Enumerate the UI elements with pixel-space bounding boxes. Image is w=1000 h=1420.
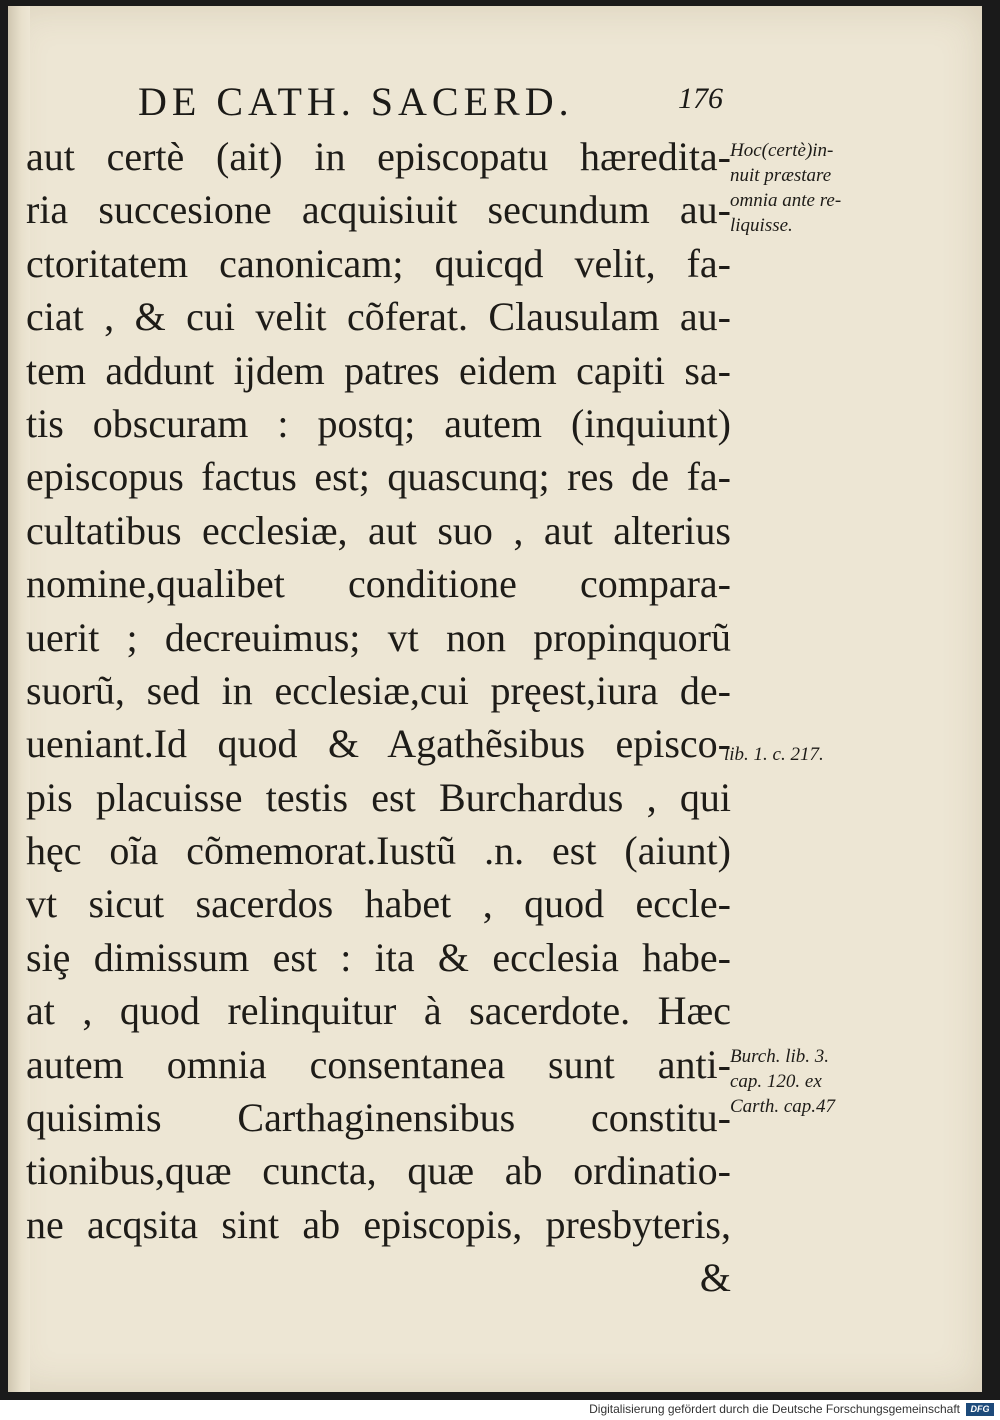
dfg-logo: DFG <box>966 1403 994 1416</box>
text-line: suorũ, sed in ecclesiæ,cui pręest,iura de- <box>26 667 731 713</box>
text-line: ciat , & cui velit cõferat. Clausulam au- <box>26 294 731 340</box>
margin-note-line: liquisse. <box>730 215 793 236</box>
margin-note-line: nuit præstare <box>730 165 832 186</box>
margin-note-line: lib. 1. c. 217. <box>724 744 824 765</box>
margin-note-line: Hoc(certè)in- <box>730 140 834 161</box>
text-line: ria succesione acquisiuit secundum au- <box>26 187 731 233</box>
text-line: siȩ dimissum est : ita & ecclesia habe- <box>26 934 731 980</box>
text-line: nomine,qualibet conditione compara- <box>26 561 731 607</box>
margin-note <box>730 138 841 238</box>
text-line: cultatibus ecclesiæ, aut suo , aut alterius <box>26 507 731 553</box>
text-line: pis placuisse testis est Burchardus , qui <box>26 774 731 820</box>
footer <box>0 1400 1000 1420</box>
margin-note <box>730 1044 835 1119</box>
text-line: tem addunt ijdem patres eidem capiti sa- <box>26 347 731 393</box>
text-line: vt sicut sacerdos habet , quod eccle- <box>26 881 731 927</box>
body-text <box>26 130 731 1305</box>
text-line: ne acqsita sint ab episcopis, presbyteris, <box>26 1201 731 1247</box>
funding-credit: Digitalisierung gefördert durch die Deutsche Forschungsgemeinschaft <box>589 1402 960 1416</box>
text-line: uerit ; decreuimus; vt non propinquorũ <box>26 614 731 660</box>
page-header <box>138 78 738 128</box>
text-line: tis obscuram : postq; autem (inquiunt) <box>26 400 731 446</box>
margin-note-line: Burch. lib. 3. <box>730 1046 830 1067</box>
margin-note-line: Carth. cap.47 <box>730 1096 836 1117</box>
margin-note-line: cap. 120. ex <box>730 1071 822 1092</box>
text-line: quisimis Carthaginensibus constitu- <box>26 1095 731 1141</box>
text-line: episcopus factus est; quascunq; res de fa- <box>26 454 731 500</box>
page-number: 176 <box>678 82 723 115</box>
text-line: hęc oĩa cõmemorat.Iustũ .n. est (aiunt) <box>26 828 731 874</box>
text-line: tionibus,quæ cuncta, quæ ab ordinatio- <box>26 1148 731 1194</box>
catchword: & <box>699 1255 731 1301</box>
text-line: aut certè (ait) in episcopatu hæredita- <box>26 134 731 179</box>
text-line: ctoritatem canonicam; quicqd velit, fa- <box>26 240 731 286</box>
text-line: ueniant.Id quod & Agathẽsibus episco- <box>26 721 731 767</box>
margin-note-line: omnia ante re- <box>730 190 842 211</box>
book-page <box>8 6 982 1392</box>
running-title: DE CATH. SACERD. <box>138 79 574 124</box>
margin-note <box>724 742 824 767</box>
text-line: autem omnia consentanea sunt anti- <box>26 1041 731 1087</box>
text-line: at , quod relinquitur à sacerdote. Hæc <box>26 988 731 1034</box>
